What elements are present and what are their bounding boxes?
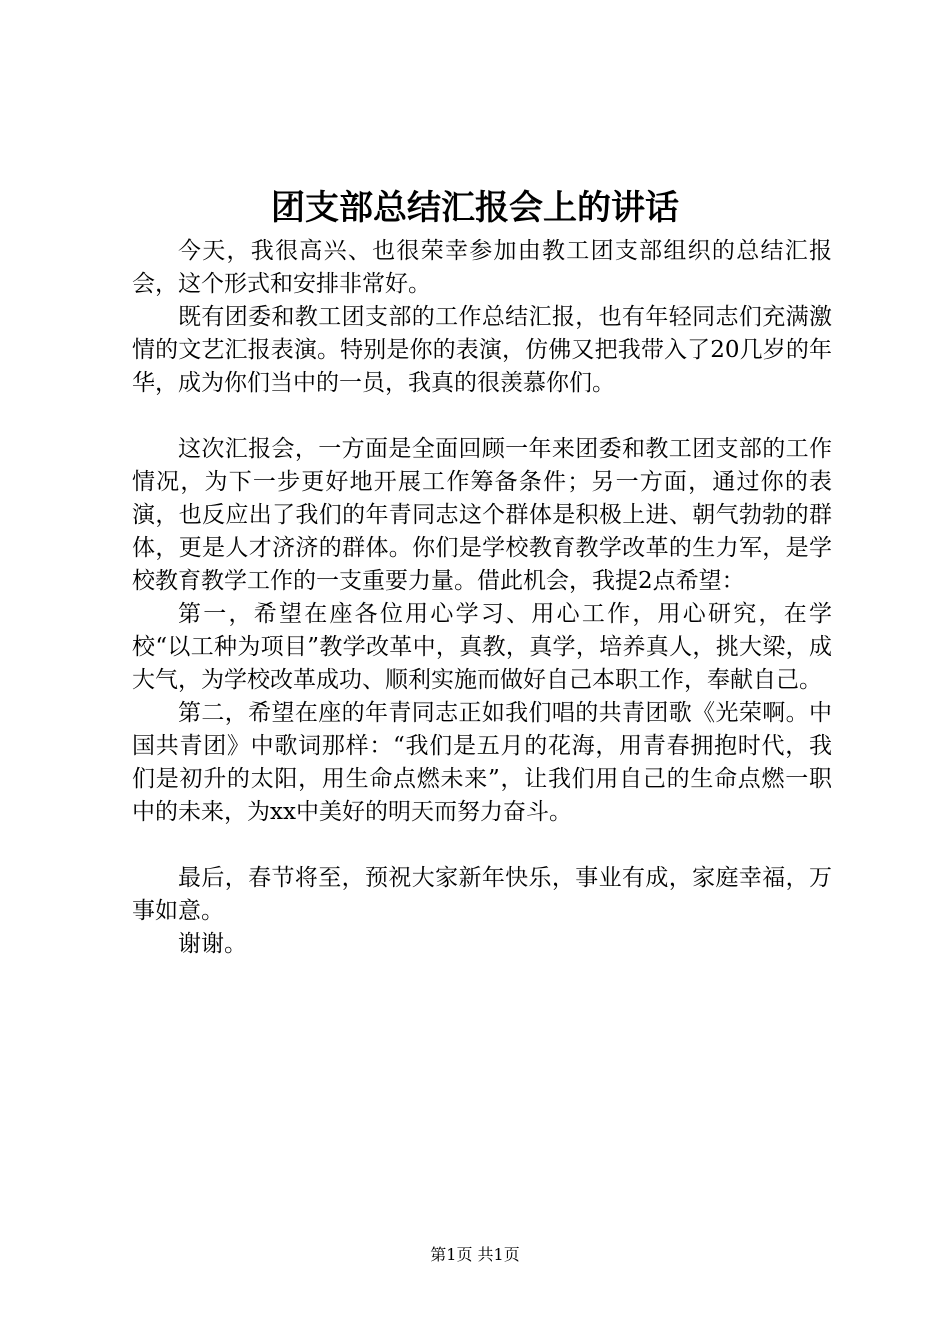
document-title: 团支部总结汇报会上的讲话	[271, 188, 679, 228]
paragraph-2: 既有团委和教工团支部的工作总结汇报，也有年轻同志们充满激情的文艺汇报表演。特别是你的表演，仿佛又把我带入了20几岁的年华，成为你们当中的一员，我真的很羡慕你们。	[132, 304, 832, 396]
paragraph-4: 第一，希望在座各位用心学习、用心工作，用心研究，在学校“以工种为项目”教学改革中，真教，真学，培养真人，挑大梁，成大气，为学校改革成功、顺利实施而做好自己本职工作，奉献自己。	[132, 601, 832, 693]
paragraph-7: 谢谢。	[178, 931, 247, 957]
page-footer: 第1页 共1页	[430, 1245, 520, 1264]
document-body	[132, 235, 832, 961]
paragraph-3: 这次汇报会，一方面是全面回顾一年来团委和教工团支部的工作情况，为下一步更好地开展工作筹备条件；另一方面，通过你的表演，也反应出了我们的年青同志这个群体是积极上进、朝气勃勃的群体，更是人才济济的群体。你们是学校教育教学改革的生力军，是学校教育教学工作的一支重要力量。借此机会，我提2点希望：	[132, 436, 832, 594]
paragraph-1: 今天，我很高兴、也很荣幸参加由教工团支部组织的总结汇报会，这个形式和安排非常好。	[132, 238, 832, 297]
paragraph-spacer	[132, 829, 832, 862]
paragraph-spacer	[132, 400, 832, 433]
paragraph-5: 第二，希望在座的年青同志正如我们唱的共青团歌《光荣啊。中国共青团》中歌词那样：“我们是五月的花海，用青春拥抱时代，我们是初升的太阳，用生命点燃未来”，让我们用自己的生命点燃一职中的未来，为xx中美好的明天而努力奋斗。	[132, 700, 832, 825]
paragraph-6: 最后，春节将至，预祝大家新年快乐，事业有成，家庭幸福，万事如意。	[132, 865, 832, 924]
